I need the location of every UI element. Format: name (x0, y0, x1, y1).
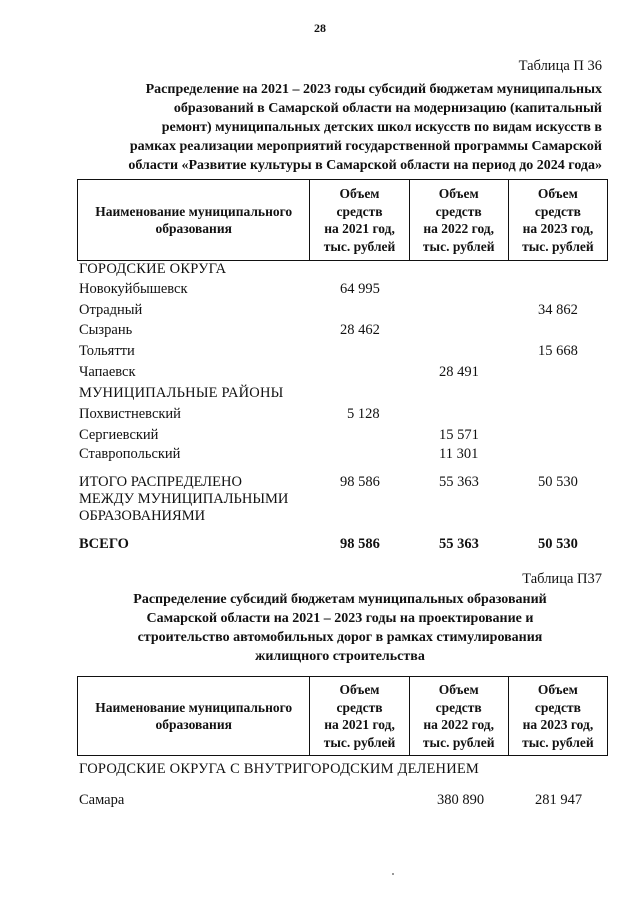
page-number: 28 (314, 21, 326, 35)
value-2021: 5 128 (347, 406, 380, 422)
title-line: рамках реализации мероприятий государственной программы Самарской (129, 139, 602, 154)
table-label: Таблица П37 (522, 571, 602, 587)
header-name: Наименование муниципального образования (78, 677, 310, 756)
row-name: Сызрань (79, 322, 133, 338)
title-line: строительство автомобильных дорог в рамках стимулирования (137, 630, 543, 645)
header-name: Наименование муниципального образования (78, 180, 310, 261)
group-row: ГОРОДСКИЕ ОКРУГА С ВНУТРИГОРОДСКИМ ДЕЛЕНИЕМ (79, 761, 480, 777)
total-2022: 55 363 (439, 536, 479, 552)
value-2023: 281 947 (535, 792, 583, 808)
title-line: Самарской области на 2021 – 2023 годы на проектирование и (146, 611, 534, 626)
table-title (70, 590, 610, 666)
table-header (77, 179, 608, 261)
row-name: Тольятти (79, 343, 135, 359)
total-2023: 50 530 (538, 536, 578, 552)
row-name: Ставропольский (79, 446, 181, 462)
title-line: образований в Самарской области на модернизацию (капитальный (173, 101, 602, 116)
total-2021: 98 586 (340, 536, 380, 552)
header-2021: Объем средств на 2021 год, тыс. рублей (310, 180, 409, 261)
table-label: Таблица П 36 (518, 58, 602, 74)
table-header (77, 676, 608, 756)
row-name: Самара (79, 792, 125, 808)
row-name: Отрадный (79, 302, 143, 318)
table-title (80, 80, 602, 175)
title-line: Распределение субсидий бюджетам муниципальных образований (133, 592, 547, 607)
value-2023: 15 668 (538, 343, 578, 359)
distributed-2022: 55 363 (439, 474, 479, 490)
header-2023: Объем средств на 2023 год, тыс. рублей (508, 677, 607, 756)
value-2021: 28 462 (340, 322, 380, 338)
value-2022: 15 571 (439, 427, 479, 443)
title-line: Распределение на 2021 – 2023 годы субсидий бюджетам муниципальных (145, 82, 602, 97)
group-row: МУНИЦИПАЛЬНЫЕ РАЙОНЫ (79, 385, 284, 401)
header-2021: Объем средств на 2021 год, тыс. рублей (310, 677, 409, 756)
value-2022: 380 890 (437, 792, 485, 808)
distributed-2023: 50 530 (538, 474, 578, 490)
value-2021: 64 995 (340, 281, 380, 297)
row-name: Новокуйбышевск (79, 281, 188, 297)
value-2022: 11 301 (439, 446, 479, 462)
distributed-2021: 98 586 (340, 474, 380, 490)
distributed-label: ИТОГО РАСПРЕДЕЛЕНО МЕЖДУ МУНИЦИПАЛЬНЫМИ ОБРАЗОВАНИЯМИ (79, 474, 289, 524)
value-2023: 34 862 (538, 302, 578, 318)
total-label: ВСЕГО (79, 536, 129, 552)
group-row: ГОРОДСКИЕ ОКРУГА (79, 261, 227, 277)
title-line: жилищного строительства (255, 649, 425, 664)
title-line: ремонт) муниципальных детских школ искусств по видам искусств в (161, 120, 602, 135)
scan-speck (392, 873, 394, 875)
row-name: Похвистневский (79, 406, 181, 422)
header-2022: Объем средств на 2022 год, тыс. рублей (409, 180, 508, 261)
title-line: области «Развитие культуры в Самарской области на период до 2024 года» (128, 158, 602, 173)
row-name: Чапаевск (79, 364, 136, 380)
header-2023: Объем средств на 2023 год, тыс. рублей (508, 180, 607, 261)
value-2022: 28 491 (439, 364, 479, 380)
header-2022: Объем средств на 2022 год, тыс. рублей (409, 677, 508, 756)
row-name: Сергиевский (79, 427, 159, 443)
